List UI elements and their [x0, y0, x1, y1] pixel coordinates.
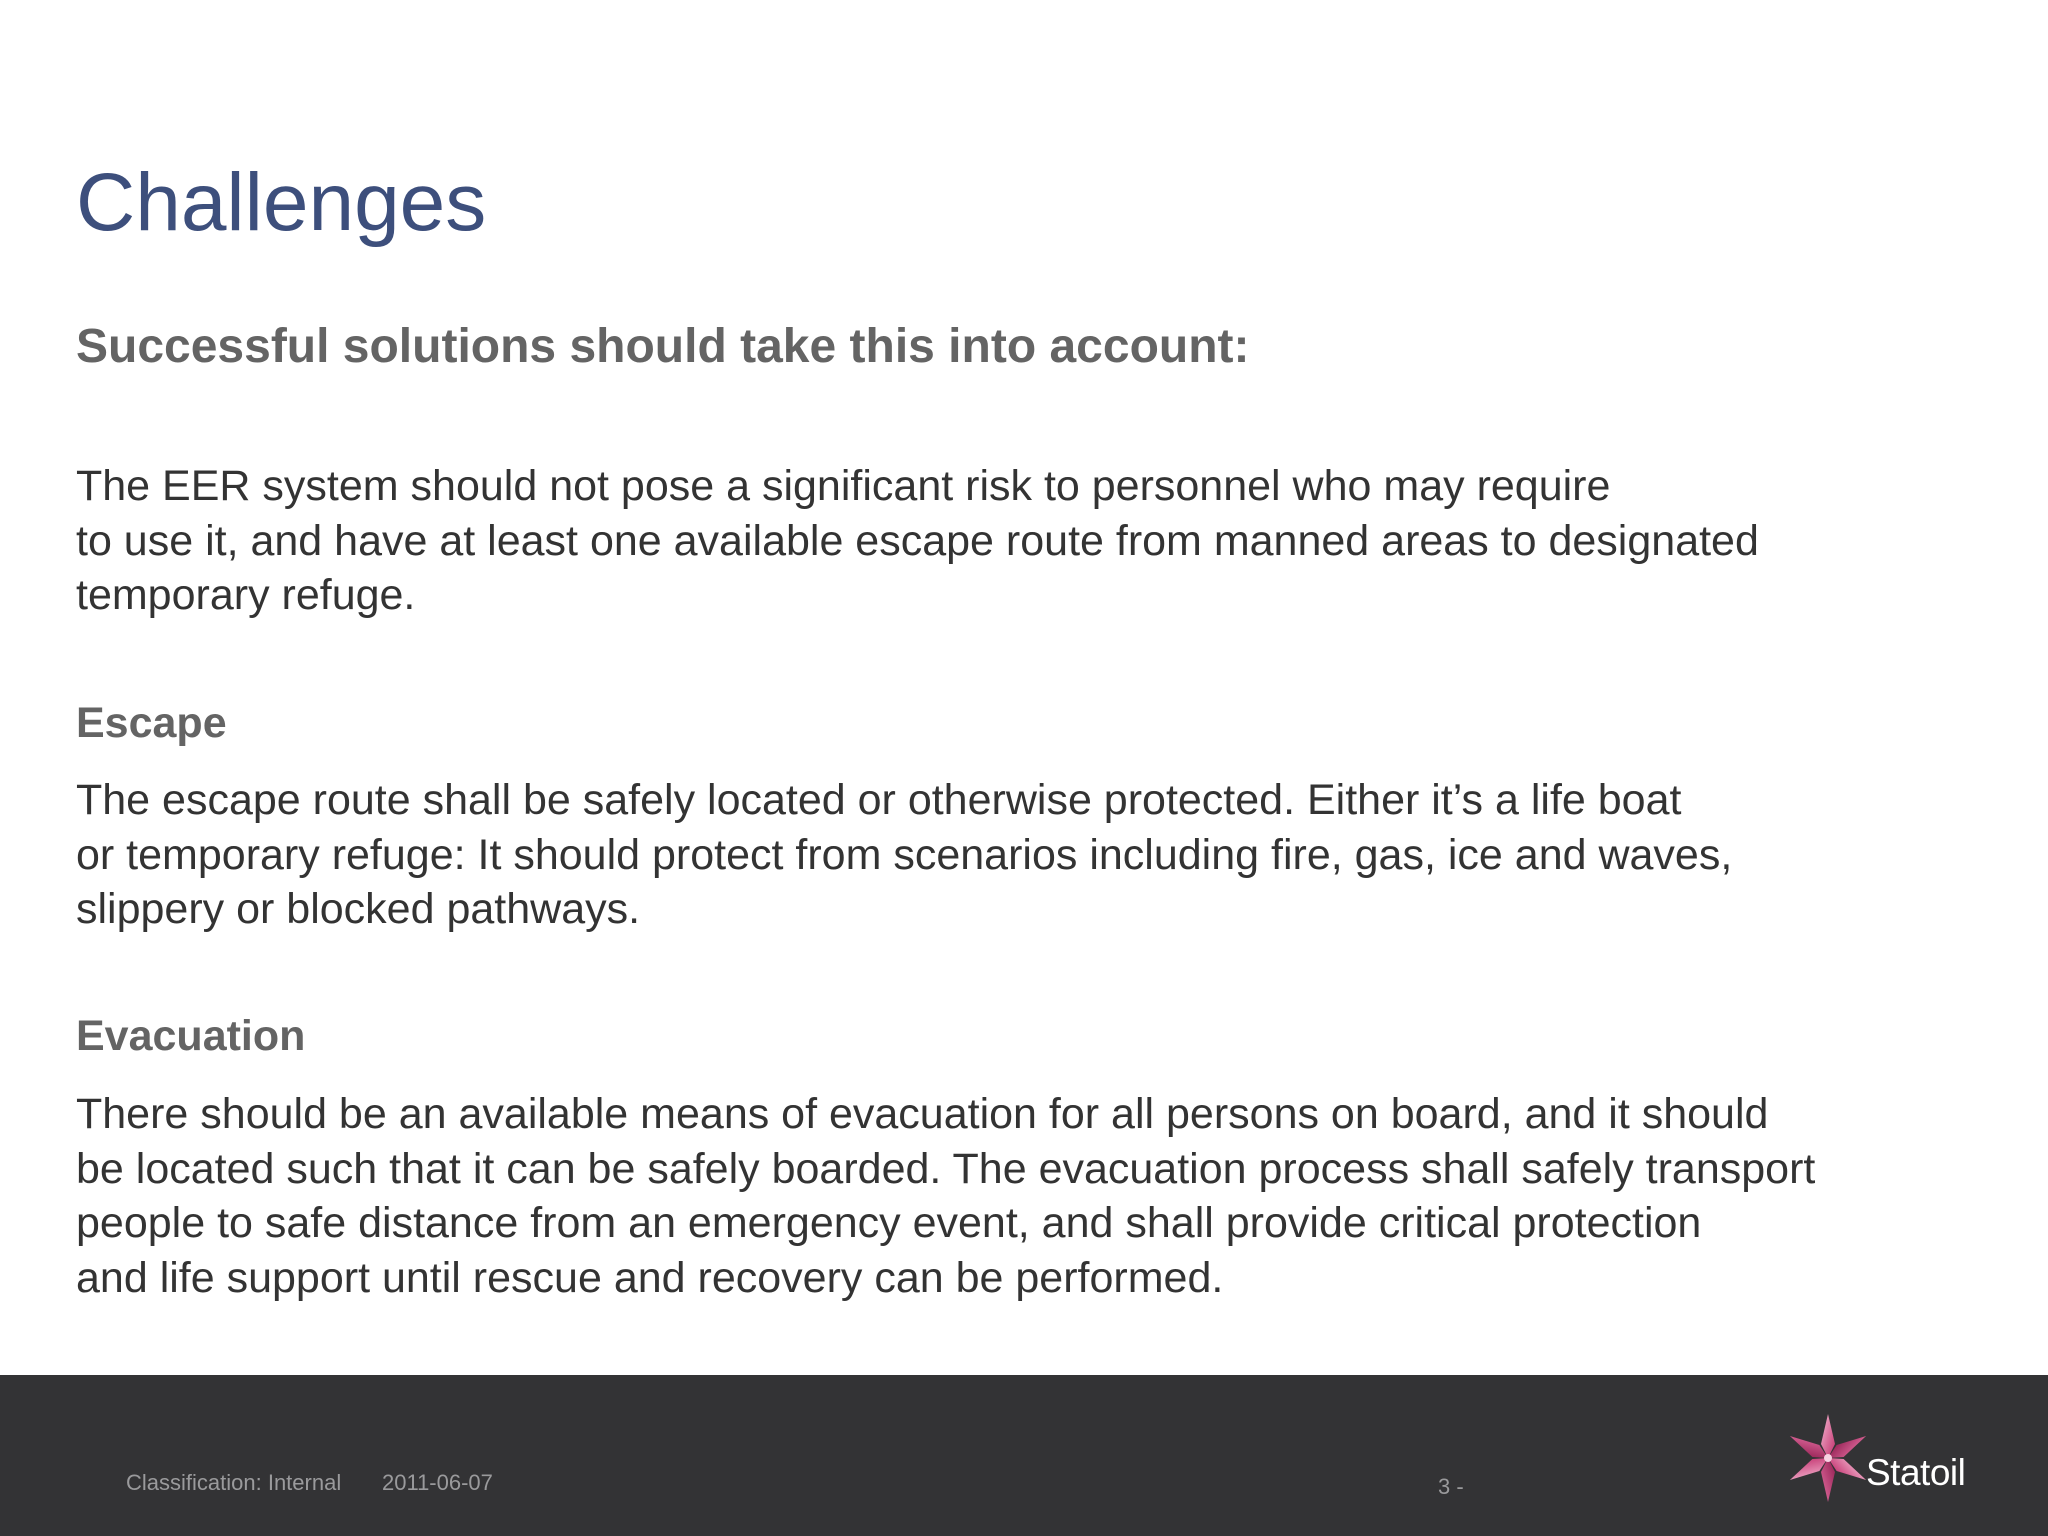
classification-label: Classification: Internal: [126, 1470, 342, 1495]
intro-line: to use it, and have at least one available escape route from manned areas to designated: [76, 516, 1759, 565]
slide-title: Challenges: [76, 157, 487, 248]
escape-line: or temporary refuge: It should protect from scenarios including fire, gas, ice and waves,: [76, 830, 1733, 879]
escape-line: slippery or blocked pathways.: [76, 885, 641, 933]
evacuation-heading: Evacuation: [76, 1012, 306, 1060]
escape-line: The escape route shall be safely located or otherwise protected. Either it’s a life boat: [76, 776, 1682, 824]
statoil-star-icon: [1780, 1410, 1876, 1506]
evacuation-line: people to safe distance from an emergency event, and shall provide critical protection: [76, 1199, 1702, 1247]
statoil-logo: [1780, 1410, 1976, 1506]
evacuation-line: be located such that it can be safely boarded. The evacuation process shall safely transport: [76, 1144, 1816, 1193]
page-number: 3 -: [1438, 1474, 1464, 1499]
intro-paragraph: [76, 459, 1759, 623]
escape-heading: Escape: [76, 699, 227, 747]
slide-subtitle: Successful solutions should take this into account:: [76, 320, 1250, 373]
intro-line: The EER system should not pose a significant risk to personnel who may require: [76, 462, 1611, 510]
evacuation-line: There should be an available means of evacuation for all persons on board, and it should: [76, 1090, 1769, 1138]
escape-paragraph: [76, 773, 1732, 937]
statoil-wordmark: Statoil: [1866, 1452, 1966, 1493]
intro-line: temporary refuge.: [76, 571, 416, 619]
evacuation-line: and life support until rescue and recovery can be performed.: [76, 1253, 1224, 1302]
slide-date: 2011-06-07: [382, 1470, 493, 1495]
evacuation-paragraph: [76, 1087, 1815, 1305]
slide-footer: [0, 1375, 2048, 1536]
